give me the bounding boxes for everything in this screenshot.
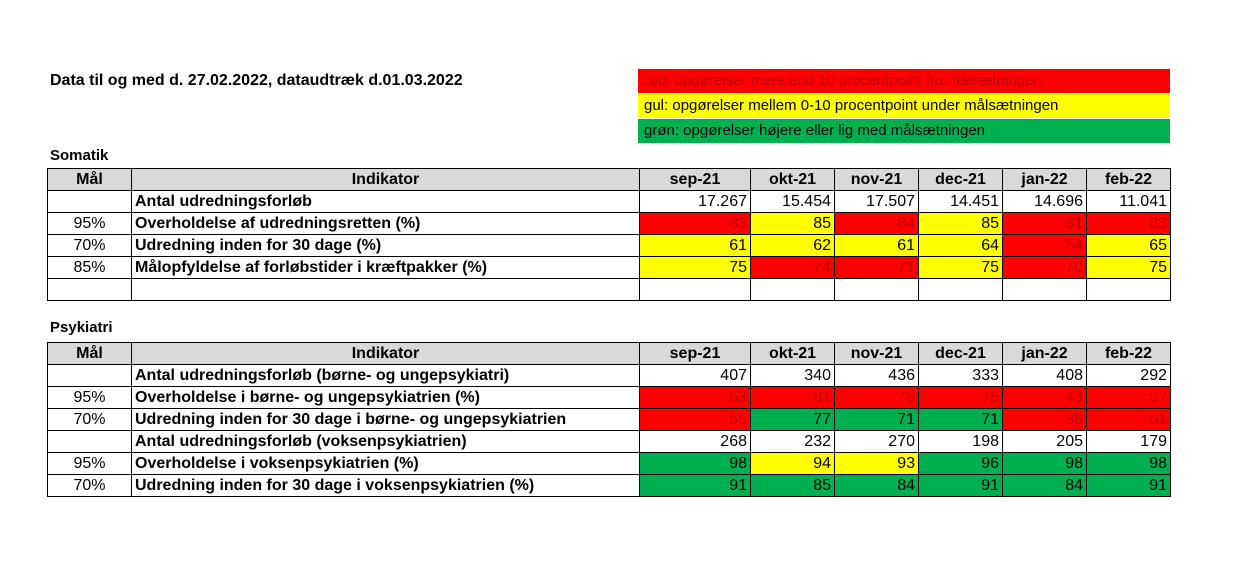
value-cell: 64 xyxy=(919,235,1003,257)
value-cell: 84 xyxy=(835,213,919,235)
value-cell: 268 xyxy=(640,431,751,453)
value-cell: 198 xyxy=(919,431,1003,453)
column-header: feb-22 xyxy=(1087,343,1171,365)
column-header: dec-21 xyxy=(919,169,1003,191)
indicator-cell: Overholdelse i børne- og ungepsykiatrien (%) xyxy=(132,387,640,409)
column-header: Mål xyxy=(48,169,132,191)
value-cell: 77 xyxy=(751,409,835,431)
column-header: dec-21 xyxy=(919,343,1003,365)
value-cell: 57 xyxy=(1087,387,1171,409)
value-cell: 81 xyxy=(751,387,835,409)
target-cell xyxy=(48,191,132,213)
value-cell: 407 xyxy=(640,365,751,387)
column-header: nov-21 xyxy=(835,343,919,365)
target-cell xyxy=(48,279,132,301)
value-cell: 61 xyxy=(835,235,919,257)
value-cell: 84 xyxy=(1003,475,1087,497)
value-cell: 98 xyxy=(640,453,751,475)
value-cell: 98 xyxy=(1087,453,1171,475)
value-cell: 83 xyxy=(640,213,751,235)
indicator-cell: Udredning inden for 30 dage i børne- og ungepsykiatrien xyxy=(132,409,640,431)
value-cell: 76 xyxy=(835,387,919,409)
indicator-cell: Målopfyldelse af forløbstider i kræftpakker (%) xyxy=(132,257,640,279)
value-cell: 71 xyxy=(835,409,919,431)
table-row xyxy=(48,235,1171,257)
table-row xyxy=(48,365,1171,387)
value-cell: 71 xyxy=(835,257,919,279)
value-cell: 91 xyxy=(640,475,751,497)
table-header-row xyxy=(48,343,1171,365)
table-row xyxy=(48,475,1171,497)
target-cell: 95% xyxy=(48,453,132,475)
value-cell: 85 xyxy=(751,475,835,497)
value-cell: 55 xyxy=(640,409,751,431)
value-cell: 333 xyxy=(919,365,1003,387)
target-cell: 70% xyxy=(48,475,132,497)
legend-green: grøn: opgørelser højere eller lig med målsætningen xyxy=(638,119,1170,143)
value-cell: 75 xyxy=(919,387,1003,409)
column-header: Indikator xyxy=(132,169,640,191)
indicator-cell: Overholdelse af udredningsretten (%) xyxy=(132,213,640,235)
indicator-cell: Antal udredningsforløb (børne- og ungepsykiatri) xyxy=(132,365,640,387)
table-row xyxy=(48,257,1171,279)
value-cell: 94 xyxy=(751,453,835,475)
value-cell: 408 xyxy=(1003,365,1087,387)
table-row xyxy=(48,431,1171,453)
target-cell: 85% xyxy=(48,257,132,279)
value-cell: 84 xyxy=(835,475,919,497)
target-cell: 95% xyxy=(48,213,132,235)
indicator-cell: Antal udredningsforløb (voksenpsykiatrien) xyxy=(132,431,640,453)
indicator-cell: Udredning inden for 30 dage (%) xyxy=(132,235,640,257)
table-row xyxy=(48,409,1171,431)
column-header: Indikator xyxy=(132,343,640,365)
target-cell: 70% xyxy=(48,409,132,431)
value-cell: 54 xyxy=(1003,235,1087,257)
somatik-title: Somatik xyxy=(50,147,109,164)
table-row xyxy=(48,387,1171,409)
value-cell: 14.451 xyxy=(919,191,1003,213)
value-cell: 83 xyxy=(1087,213,1171,235)
value-cell: 436 xyxy=(835,365,919,387)
table-row xyxy=(48,213,1171,235)
indicator-cell xyxy=(132,279,640,301)
target-cell: 70% xyxy=(48,235,132,257)
value-cell xyxy=(1087,279,1171,301)
value-cell: 75 xyxy=(1087,257,1171,279)
indicator-cell: Overholdelse i voksenpsykiatrien (%) xyxy=(132,453,640,475)
value-cell: 85 xyxy=(919,213,1003,235)
value-cell: 270 xyxy=(835,431,919,453)
target-cell xyxy=(48,365,132,387)
table-row xyxy=(48,191,1171,213)
table-row xyxy=(48,453,1171,475)
value-cell: 36 xyxy=(1003,409,1087,431)
value-cell: 75 xyxy=(919,257,1003,279)
legend-yellow: gul: opgørelser mellem 0-10 procentpoint under målsætningen xyxy=(638,94,1170,118)
value-cell: 43 xyxy=(1003,387,1087,409)
psykiatri-title: Psykiatri xyxy=(50,319,113,336)
report-header: Data til og med d. 27.02.2022, dataudtræk d.01.03.2022 xyxy=(50,72,463,89)
value-cell: 15.454 xyxy=(751,191,835,213)
column-header: sep-21 xyxy=(640,343,751,365)
value-cell: 81 xyxy=(1003,213,1087,235)
target-cell xyxy=(48,431,132,453)
value-cell: 179 xyxy=(1087,431,1171,453)
value-cell: 65 xyxy=(1087,235,1171,257)
value-cell: 74 xyxy=(751,257,835,279)
value-cell xyxy=(835,279,919,301)
column-header: sep-21 xyxy=(640,169,751,191)
value-cell: 11.041 xyxy=(1087,191,1171,213)
column-header: nov-21 xyxy=(835,169,919,191)
column-header: Mål xyxy=(48,343,132,365)
indicator-cell: Udredning inden for 30 dage i voksenpsykiatrien (%) xyxy=(132,475,640,497)
table-row xyxy=(48,279,1171,301)
column-header: okt-21 xyxy=(751,169,835,191)
value-cell: 85 xyxy=(751,213,835,235)
value-cell: 17.267 xyxy=(640,191,751,213)
legend-red: rød: opgørelser mere end 10 procentpoint fra målsætningen xyxy=(638,69,1170,93)
value-cell: 71 xyxy=(919,409,1003,431)
value-cell: 292 xyxy=(1087,365,1171,387)
value-cell: 98 xyxy=(1003,453,1087,475)
column-header: okt-21 xyxy=(751,343,835,365)
table-header-row xyxy=(48,169,1171,191)
column-header: feb-22 xyxy=(1087,169,1171,191)
value-cell: 91 xyxy=(1087,475,1171,497)
value-cell xyxy=(640,279,751,301)
value-cell: 70 xyxy=(1003,257,1087,279)
value-cell xyxy=(751,279,835,301)
value-cell xyxy=(919,279,1003,301)
value-cell: 340 xyxy=(751,365,835,387)
psykiatri-table xyxy=(47,342,1171,497)
column-header: jan-22 xyxy=(1003,343,1087,365)
target-cell: 95% xyxy=(48,387,132,409)
value-cell: 17.507 xyxy=(835,191,919,213)
somatik-table xyxy=(47,168,1171,301)
value-cell: 61 xyxy=(640,235,751,257)
indicator-cell: Antal udredningsforløb xyxy=(132,191,640,213)
value-cell xyxy=(1003,279,1087,301)
column-header: jan-22 xyxy=(1003,169,1087,191)
value-cell: 14.696 xyxy=(1003,191,1087,213)
value-cell: 75 xyxy=(640,257,751,279)
value-cell: 232 xyxy=(751,431,835,453)
value-cell: 93 xyxy=(835,453,919,475)
value-cell: 63 xyxy=(640,387,751,409)
value-cell: 91 xyxy=(919,475,1003,497)
value-cell: 51 xyxy=(1087,409,1171,431)
value-cell: 62 xyxy=(751,235,835,257)
value-cell: 96 xyxy=(919,453,1003,475)
value-cell: 205 xyxy=(1003,431,1087,453)
